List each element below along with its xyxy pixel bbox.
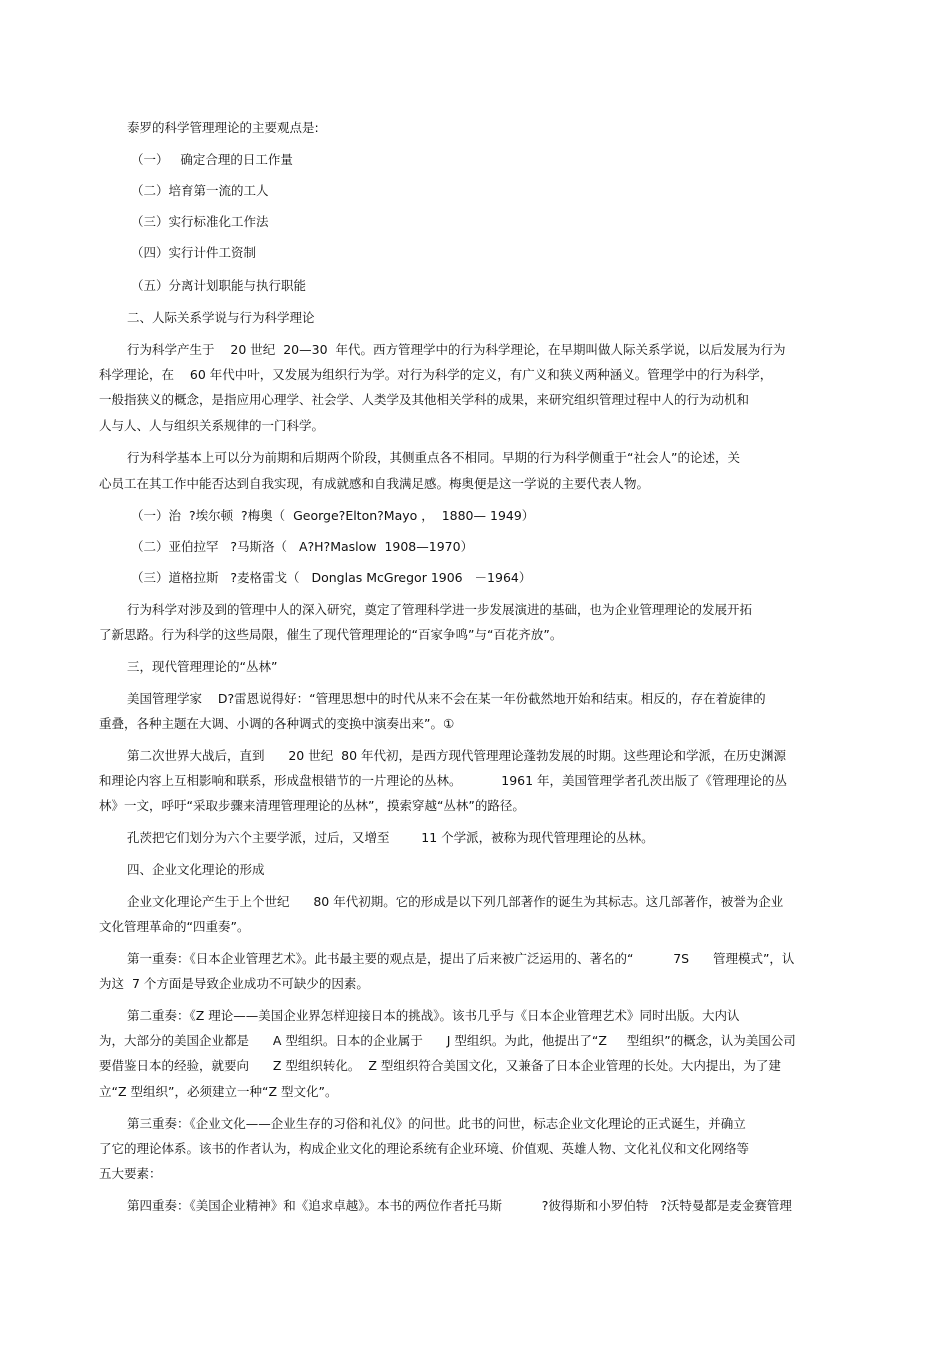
paragraph-line: 行为科学对涉及到的管理中人的深入研究，奠定了管理科学进一步发展演进的基础，也为企业管理理论的发展开拓 (127, 602, 753, 617)
paragraph-line: 第二重奏：《Z 理论——美国企业界怎样迎接日本的挑战》。该书几乎与《日本企业管理艺术》同时出版。大内认 (127, 1008, 740, 1023)
paragraph-line: 第二次世界大战后，直到 20 世纪 80 年代初，是西方现代管理理论蓬勃发展的时期。这些理论和学派，在历史渊源 (127, 748, 787, 763)
paragraph-line: 为这 7 个方面是导致企业成功不可缺少的因素。 (99, 976, 369, 991)
paragraph-line: 五大要素： (99, 1166, 162, 1181)
paragraph-line: 第一重奏：《日本企业管理艺术》。此书最主要的观点是，提出了后来被广泛运用的、著名的“ 7S 管理模式”，认 (127, 951, 795, 966)
list-item: （五）分离计划职能与执行职能 (131, 278, 307, 293)
paragraph-line: 美国管理学家 D?雷恩说得好：“管理思想中的时代从来不会在某一年份截然地开始和结束。相反的，存在着旋律的 (127, 691, 766, 706)
paragraph-line: 立“Z 型组织”，必须建立一种“Z 型文化”。 (99, 1084, 338, 1099)
list-item: （三）实行标准化工作法 (131, 214, 269, 229)
paragraph-line: 企业文化理论产生于上个世纪 80 年代初期。它的形成是以下列几部著作的诞生为其标志。这几部著作，被誉为企业 (127, 894, 784, 909)
paragraph-line: 了新思路。行为科学的这些局限，催生了现代管理理论的“百家争鸣”与“百花齐放”。 (99, 627, 563, 642)
list-item: （一）治 ?埃尔顿 ?梅奥（ George?Elton?Mayo ， 1880— 1949） (131, 508, 535, 523)
paragraph-line: 了它的理论体系。该书的作者认为，构成企业文化的理论系统有企业环境、价值观、英雄人物、文化礼仪和文化网络等 (99, 1141, 750, 1156)
paragraph-line: 重叠，各种主题在大调、小调的各种调式的变换中演奏出来”。① (99, 716, 455, 731)
list-item: （三）道格拉斯 ?麦格雷戈（ Donglas McGregor 1906 －1964） (131, 570, 532, 585)
list-item: （一） 确定合理的日工作量 (131, 152, 293, 167)
section-heading: 四、企业文化理论的形成 (127, 862, 265, 877)
list-item: （二）培育第一流的工人 (131, 183, 269, 198)
paragraph-line: 第三重奏：《企业文化——企业生存的习俗和礼仪》的问世。此书的问世，标志企业文化理论的正式诞生，并确立 (127, 1116, 746, 1131)
paragraph-line: 第四重奏：《美国企业精神》和《追求卓越》。本书的两位作者托马斯 ?彼得斯和小罗伯特 ?沃特曼都是麦金赛管理 (127, 1198, 792, 1213)
paragraph-line: 行为科学产生于 20 世纪 20—30 年代。西方管理学中的行为科学理论，在早期叫做人际关系学说，以后发展为行为 (127, 342, 786, 357)
paragraph-line: 和理论内容上互相影响和联系，形成盘根错节的一片理论的丛林。 1961 年，美国管理学者孔茨出版了《管理理论的丛 (99, 773, 788, 788)
paragraph-line: 人与人、人与组织关系规律的一门科学。 (99, 418, 325, 433)
paragraph-line: 文化管理革命的“四重奏”。 (99, 919, 250, 934)
section-heading: 三，现代管理理论的“丛林” (127, 659, 278, 674)
list-item: （二）亚伯拉罕 ?马斯洛（ A?H?Maslow 1908—1970） (131, 539, 474, 554)
list-item: （四）实行计件工资制 (131, 245, 257, 260)
paragraph-line: 要借鉴日本的经验，就要向 Z 型组织转化。 Z 型组织符合美国文化，又兼备了日本企业管理的长处。大内提出，为了建 (99, 1058, 781, 1073)
paragraph-line: 孔茨把它们划分为六个主要学派，过后，又增至 11 个学派，被称为现代管理理论的丛林。 (127, 830, 654, 845)
intro-line: 泰罗的科学管理理论的主要观点是: (127, 120, 319, 135)
paragraph-line: 为，大部分的美国企业都是 A 型组织。日本的企业属于 J 型组织。为此，他提出了“Z 型组织”的概念，认为美国公司 (99, 1033, 796, 1048)
paragraph-line: 行为科学基本上可以分为前期和后期两个阶段，其侧重点各不相同。早期的行为科学侧重于“社会人”的论述，关 (127, 450, 740, 465)
paragraph-line: 一般指狭义的概念，是指应用心理学、社会学、人类学及其他相关学科的成果，来研究组织管理过程中人的行为动机和 (99, 392, 750, 407)
section-heading: 二、人际关系学说与行为科学理论 (127, 310, 315, 325)
paragraph-line: 科学理论，在 60 年代中叶，又发展为组织行为学。对行为科学的定义，有广义和狭义两种涵义。管理学中的行为科学， (99, 367, 773, 382)
paragraph-line: 心员工在其工作中能否达到自我实现，有成就感和自我满足感。梅奥便是这一学说的主要代表人物。 (99, 476, 650, 491)
paragraph-line: 林》一文，呼吁“采取步骤来清理管理理论的丛林”，摸索穿越“丛林”的路径。 (99, 798, 525, 813)
